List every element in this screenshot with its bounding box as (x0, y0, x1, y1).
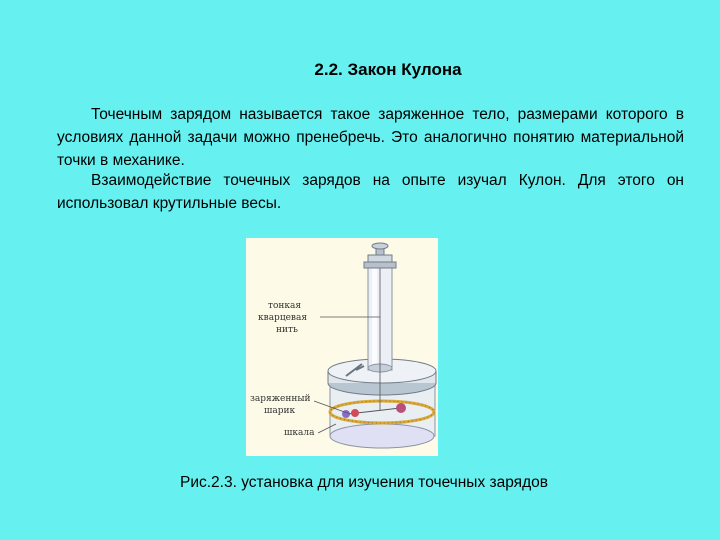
label-fiber-3: нить (276, 325, 298, 335)
label-ball-2: шарик (264, 406, 296, 416)
torsion-head-knob (372, 243, 388, 249)
label-ball-1: заряженный (250, 394, 311, 404)
label-fiber-2: кварцевая (258, 313, 308, 323)
figure-caption: Рис.2.3. установка для изучения точечных зарядов (180, 474, 548, 491)
torsion-balance-figure (246, 238, 438, 456)
torsion-balance-illustration (246, 238, 438, 456)
charged-ball-right (396, 403, 406, 413)
label-scale: шкала (284, 428, 315, 438)
paragraph-coulomb-experiment: Взаимодействие точечных зарядов на опыте изучал Кулон. Для этого он использовал крутильные весы. (57, 172, 684, 212)
label-fiber-1: тонкая (268, 301, 302, 311)
paragraph-point-charge: Точечным зарядом называется такое заряженное тело, размерами которого в условиях данной задачи можно пренебречь. Это аналогично понятию материальной точки в механике. (57, 106, 684, 169)
charged-ball-left-b (351, 409, 359, 417)
jar-bottom (330, 424, 434, 448)
page-title: 2.2. Закон Кулона (314, 60, 462, 79)
